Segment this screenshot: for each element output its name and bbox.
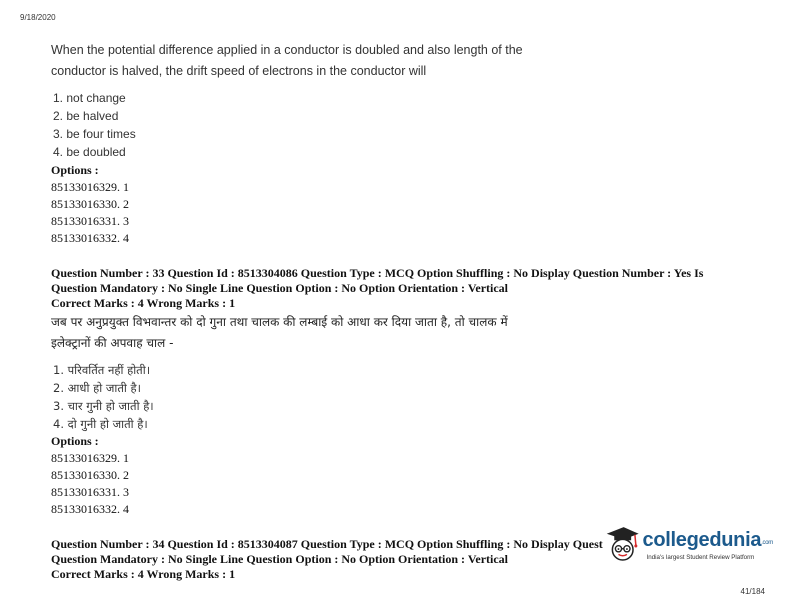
question-meta-line: Question Mandatory : No Single Line Question Option : No Option Orientation : Vertical (51, 552, 509, 566)
document-body (51, 40, 751, 582)
option-id: 85133016332. 4 (51, 502, 129, 516)
option-id: 85133016331. 3 (51, 485, 129, 499)
question-meta (51, 266, 751, 311)
option-id: 85133016330. 2 (51, 197, 129, 211)
choice-item: 2. आधी हो जाती है। (53, 381, 141, 395)
page-number: 41/184 (740, 587, 765, 596)
choice-list (51, 361, 751, 433)
choice-item: 3. चार गुनी हो जाती है। (53, 399, 154, 413)
graduate-mascot-icon (603, 523, 641, 567)
question-meta-line: Question Number : 33 Question Id : 8513304086 Question Type : MCQ Option Shuffling : No Display Question Number : Yes Is (51, 266, 704, 280)
choice-item: 4. be doubled (53, 145, 126, 159)
question-marks: Correct Marks : 4 Wrong Marks : 1 (51, 296, 236, 310)
options-label: Options : (51, 163, 99, 177)
choice-item: 1. परिवर्तित नहीं होती। (53, 363, 151, 377)
collegedunia-logo (603, 523, 773, 567)
question-text-line: जब पर अनुप्रयुक्त विभवान्तर को दो गुना तथा चालक की लम्बाई को आधा कर दिया जाता है, तो चालक में (51, 315, 508, 329)
logo-text (643, 529, 773, 561)
question-meta-line: Question Number : 34 Question Id : 8513304087 Question Type : MCQ Option Shuffling : No Display Quest (51, 537, 603, 551)
option-id: 85133016331. 3 (51, 214, 129, 228)
option-id: 85133016332. 4 (51, 231, 129, 245)
choice-item: 4. दो गुनी हो जाती है। (53, 417, 148, 431)
question-text (51, 40, 751, 82)
options-block (51, 433, 751, 518)
choice-item: 3. be four times (53, 127, 136, 141)
option-id: 85133016329. 1 (51, 451, 129, 465)
choice-item: 1. not change (53, 91, 126, 105)
options-block (51, 162, 751, 247)
question-meta-line: Question Mandatory : No Single Line Question Option : No Option Orientation : Vertical (51, 281, 509, 295)
question-text-line: conductor is halved, the drift speed of electrons in the conductor will (51, 64, 427, 78)
choice-item: 2. be halved (53, 109, 119, 123)
question-text-line: इलेक्ट्रानों की अपवाह चाल - (51, 336, 174, 350)
question-marks: Correct Marks : 4 Wrong Marks : 1 (51, 567, 236, 581)
options-label: Options : (51, 434, 99, 448)
question-text-line: When the potential difference applied in a conductor is doubled and also length of the (51, 43, 523, 57)
question-text (51, 312, 751, 354)
option-id: 85133016330. 2 (51, 468, 129, 482)
option-id: 85133016329. 1 (51, 180, 129, 194)
logo-tagline: India's largest Student Review Platform (646, 554, 755, 561)
print-date: 9/18/2020 (20, 13, 56, 22)
logo-wordmark: collegedunia.com (642, 529, 773, 551)
choice-list (51, 89, 751, 161)
